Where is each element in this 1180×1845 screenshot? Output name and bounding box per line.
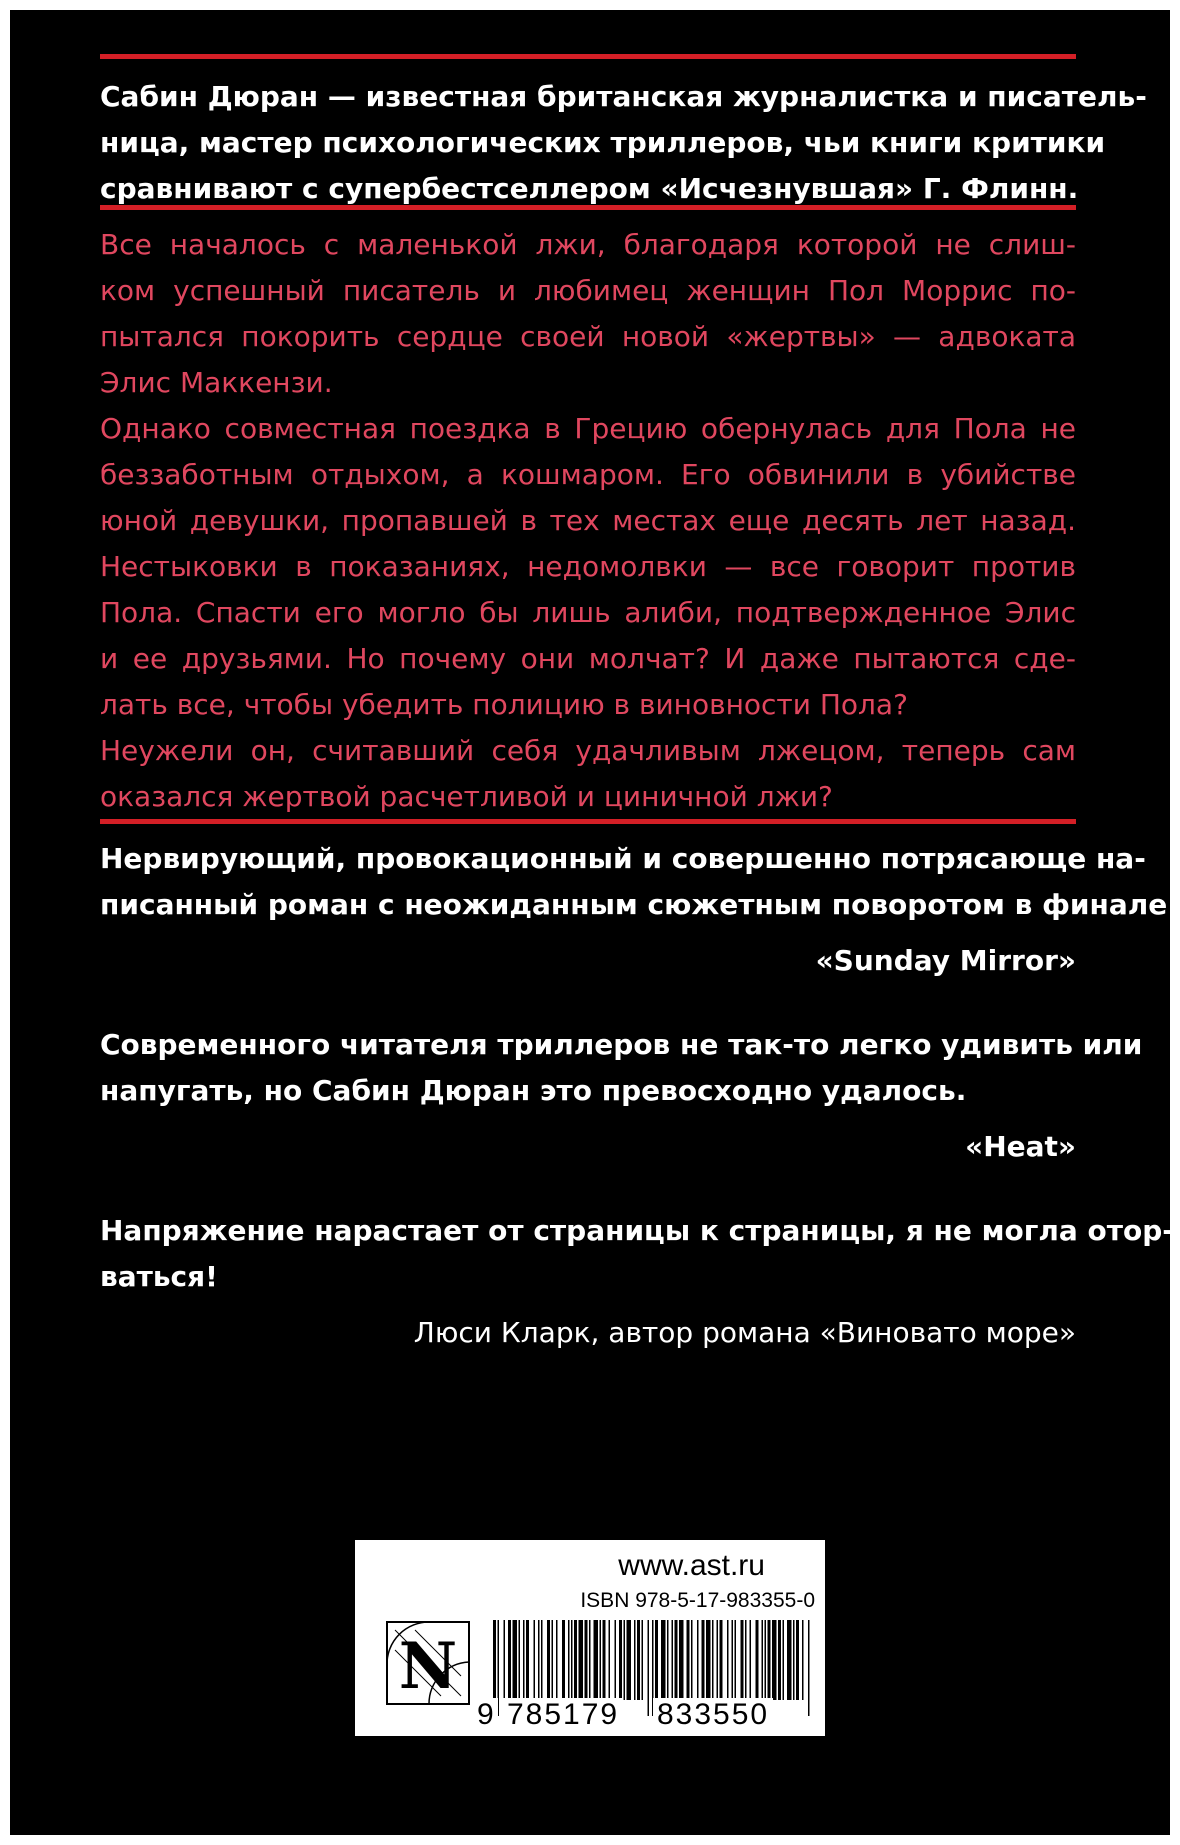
book-back-cover bbox=[10, 10, 1178, 1835]
barcode-bar bbox=[594, 1620, 599, 1700]
barcode-bar bbox=[768, 1620, 771, 1700]
barcode-bar bbox=[648, 1620, 650, 1716]
barcode-bar bbox=[541, 1620, 543, 1700]
synopsis-line: беззаботным отдыхом, а кошмаром. Его обвинили в убийстве bbox=[100, 458, 1076, 491]
barcode-bar bbox=[574, 1620, 577, 1700]
synopsis-line: Пола. Спасти его могло бы лишь алиби, подтвержденное Элис bbox=[100, 596, 1076, 629]
barcode-bar bbox=[778, 1620, 781, 1700]
barcode-bar bbox=[523, 1620, 525, 1700]
review-source-2: «Heat» bbox=[965, 1130, 1076, 1163]
review-quote-line: ваться! bbox=[100, 1260, 218, 1293]
barcode-bar bbox=[667, 1620, 669, 1700]
barcode-bar bbox=[702, 1620, 705, 1700]
barcode-bar bbox=[508, 1620, 511, 1700]
review-source-3: Люси Кларк, автор романа «Виновато море» bbox=[413, 1316, 1076, 1349]
barcode-bar bbox=[519, 1620, 521, 1700]
synopsis-line: Все началось с маленькой лжи, благодаря которой не слиш- bbox=[100, 228, 1076, 261]
barcode-bar bbox=[756, 1620, 759, 1700]
barcode-bar bbox=[691, 1620, 693, 1700]
barcode-bar bbox=[568, 1620, 570, 1700]
barcode-bar bbox=[750, 1620, 752, 1700]
barcode-bar bbox=[538, 1620, 540, 1700]
review-source-1: «Sunday Mirror» bbox=[815, 944, 1076, 977]
synopsis bbox=[100, 222, 1076, 820]
barcode-bar bbox=[589, 1620, 591, 1700]
barcode-bar bbox=[720, 1620, 723, 1700]
author-bio-line: сравнивают с супербестселлером «Исчезнувшая» Г. Флинн. bbox=[100, 172, 1079, 205]
barcode-bar bbox=[615, 1620, 617, 1700]
barcode-digit-group-2: 833550 bbox=[653, 1698, 773, 1732]
publisher-logo-letter: N bbox=[398, 1629, 458, 1704]
barcode-bar bbox=[712, 1620, 714, 1700]
barcode-bar bbox=[687, 1620, 690, 1700]
review-quote-line: Современного читателя триллеров не так-то легко удивить или bbox=[100, 1028, 1143, 1061]
barcode-bar bbox=[802, 1620, 804, 1700]
synopsis-line: юной девушки, пропавшей в тех местах еще десять лет назад. bbox=[100, 504, 1076, 537]
barcode-bar bbox=[679, 1620, 684, 1700]
barcode-bar bbox=[504, 1620, 506, 1700]
barcode-bar bbox=[600, 1620, 602, 1700]
review-quote-line: писанный роман с неожиданным сюжетным поворотом в финале. bbox=[100, 888, 1178, 921]
barcode-bar bbox=[793, 1620, 795, 1700]
synopsis-line: пытался покорить сердце своей новой «жертвы» — адвоката bbox=[100, 320, 1076, 353]
review-quote-line: Нервирующий, провокационный и совершенно потрясающе на- bbox=[100, 842, 1146, 875]
barcode-bar bbox=[787, 1620, 792, 1700]
author-bio bbox=[100, 74, 1147, 212]
barcode-bar bbox=[534, 1620, 536, 1700]
barcode-bar bbox=[661, 1620, 666, 1700]
synopsis-line: лать все, чтобы убедить полицию в виновности Пола? bbox=[100, 688, 908, 721]
barcode-bar bbox=[672, 1620, 674, 1700]
barcode-bar bbox=[697, 1620, 699, 1700]
barcode-bar bbox=[637, 1620, 640, 1700]
author-bio-line: ница, мастер психологических триллеров, чьи книги критики bbox=[100, 126, 1106, 159]
synopsis-line: Однако совместная поездка в Грецию обернулась для Пола не bbox=[100, 412, 1076, 445]
barcode-bar bbox=[717, 1620, 719, 1700]
review-quote-2 bbox=[100, 1022, 1143, 1114]
bio-divider-rule bbox=[100, 205, 1076, 210]
synopsis-line: Нестыковки в показаниях, недомолвки — все говорит против bbox=[100, 550, 1076, 583]
barcode-bar bbox=[783, 1620, 785, 1700]
barcode-bar bbox=[585, 1620, 588, 1700]
barcode-bar bbox=[552, 1620, 554, 1700]
barcode-bar bbox=[513, 1620, 518, 1700]
review-quote-1 bbox=[100, 836, 1178, 928]
barcode-bar bbox=[498, 1620, 500, 1716]
synopsis-line: и ее друзьями. Но почему они молчат? И даже пытаются сде- bbox=[100, 642, 1076, 675]
barcode-bar bbox=[562, 1620, 565, 1700]
barcode-bar bbox=[634, 1620, 636, 1700]
barcode-bar bbox=[603, 1620, 606, 1700]
synopsis-line: Неужели он, считавший себя удачливым лжецом, теперь сам bbox=[100, 734, 1076, 767]
barcode-panel bbox=[355, 1540, 825, 1736]
barcode-bar bbox=[741, 1620, 744, 1700]
barcode-bar bbox=[547, 1620, 550, 1700]
barcode-bar bbox=[808, 1620, 810, 1716]
author-bio-line: Сабин Дюран — известная британская журналистка и писатель- bbox=[100, 80, 1147, 113]
barcode-bar bbox=[526, 1620, 529, 1700]
barcode-bar bbox=[571, 1620, 573, 1700]
barcode-digit-group-1: 785179 bbox=[503, 1698, 623, 1732]
synopsis-line: ком успешный писатель и любимец женщин Пол Моррис по- bbox=[100, 274, 1076, 307]
barcode-bar bbox=[772, 1620, 777, 1700]
synopsis-line: Элис Маккензи. bbox=[100, 366, 333, 399]
barcode-bar bbox=[727, 1620, 729, 1700]
barcode-bar bbox=[579, 1620, 584, 1700]
barcode-bar bbox=[642, 1620, 644, 1700]
barcode-bar bbox=[675, 1620, 678, 1700]
publisher-website: www.ast.ru bbox=[618, 1549, 765, 1582]
top-red-rule bbox=[100, 54, 1076, 59]
barcode-bar bbox=[609, 1620, 611, 1700]
barcode-bar bbox=[745, 1620, 747, 1700]
barcode-bar bbox=[735, 1620, 737, 1700]
isbn-label: ISBN 978-5-17-983355-0 bbox=[580, 1589, 815, 1612]
publisher-logo-icon bbox=[385, 1620, 471, 1706]
review-quote-3 bbox=[100, 1208, 1174, 1300]
barcode-bar bbox=[796, 1620, 799, 1700]
barcode-bar bbox=[762, 1620, 764, 1700]
barcode-bar bbox=[732, 1620, 734, 1700]
review-quote-line: напугать, но Сабин Дюран это превосходно удалось. bbox=[100, 1074, 967, 1107]
barcode-bar bbox=[556, 1620, 558, 1700]
barcode-bar bbox=[619, 1620, 622, 1700]
review-quote-line: Напряжение нарастает от страницы к страницы, я не могла отор- bbox=[100, 1214, 1174, 1247]
synopsis-line: оказался жертвой расчетливой и циничной лжи? bbox=[100, 780, 833, 813]
barcode-bar bbox=[655, 1620, 658, 1700]
barcode-bar bbox=[706, 1620, 711, 1700]
barcode-bar bbox=[627, 1620, 632, 1700]
barcode-bar bbox=[624, 1620, 626, 1700]
barcode-bar bbox=[765, 1620, 767, 1700]
synopsis-divider-rule bbox=[100, 819, 1076, 824]
barcode-digit-first: 9 bbox=[477, 1698, 496, 1731]
